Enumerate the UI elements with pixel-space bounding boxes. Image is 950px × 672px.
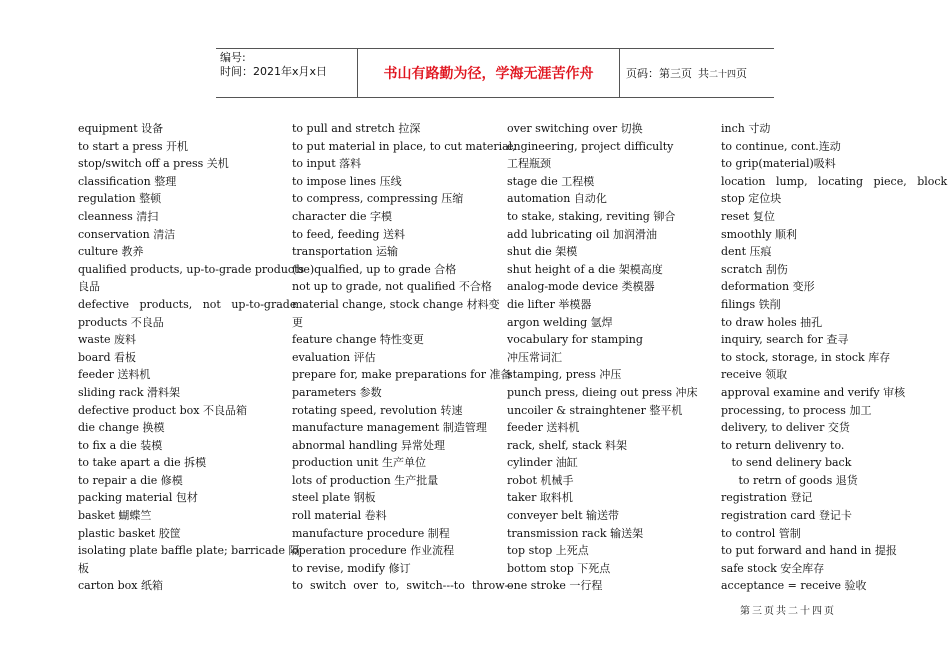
glossary-line: products 不良品: [78, 315, 164, 329]
glossary-line: to control 管制: [721, 526, 801, 540]
glossary-line: die change 换模: [78, 421, 165, 435]
glossary-line: to stake, staking, reviting 铆合: [507, 209, 676, 223]
glossary-line: to fix a die 装模: [78, 438, 163, 452]
glossary-line: top stop 上死点: [507, 544, 589, 558]
time-label: 时间：2021年x月x日: [220, 65, 328, 78]
glossary-line: material change, stock change 材料变: [292, 297, 500, 311]
glossary-line: not up to grade, not qualified 不合格: [292, 280, 492, 294]
page-footer: 第三页共二十四页: [740, 606, 836, 617]
glossary-line: acceptance = receive 验收: [721, 579, 867, 593]
glossary-line: (be)qualfied, up to grade 合格: [292, 262, 457, 276]
glossary-line: defective product box 不良品箱: [78, 403, 247, 417]
glossary-line: production unit 生产单位: [292, 456, 426, 470]
glossary-line: waste 废料: [78, 333, 137, 347]
glossary-line: to start a press 开机: [78, 139, 188, 153]
glossary-line: rack, shelf, stack 料架: [507, 438, 628, 452]
glossary-line: filings 铁削: [721, 297, 781, 311]
glossary-line: robot 机械手: [507, 473, 574, 487]
header-motto: 书山有路勤为径，学海无涯苦作舟: [358, 49, 620, 97]
glossary-line: receive 领取: [721, 368, 788, 382]
glossary-line: carton box 纸箱: [78, 579, 163, 593]
glossary-line: to retrn of goods 退货: [721, 473, 858, 487]
column-2: [292, 120, 516, 595]
glossary-line: uncoiler & strainghtener 整平机: [507, 403, 683, 417]
glossary-line: abnormal handling 异常处理: [292, 438, 445, 452]
glossary-line: steel plate 钢板: [292, 491, 376, 505]
glossary-line: cylinder 油缸: [507, 456, 578, 470]
glossary-line: prepare for, make preparations for 准备: [292, 368, 512, 382]
glossary-line: location lump, locating piece, block: [721, 174, 948, 188]
glossary-line: equipment 设备: [78, 122, 164, 135]
page-label: 页码：第三页: [626, 67, 692, 80]
glossary-line: conveyer belt 输送带: [507, 509, 620, 523]
glossary-line: feeder 送料机: [507, 421, 580, 435]
glossary-line: deformation 变形: [721, 280, 815, 294]
glossary-line: argon welding 氩焊: [507, 315, 613, 329]
glossary-line: feature change 特性变更: [292, 333, 424, 347]
glossary-line: 良品: [78, 280, 100, 294]
glossary-line: defective products, not up-to-grade: [78, 297, 297, 311]
glossary-line: approval examine and verify 审核: [721, 385, 906, 399]
glossary-line: shut die 架模: [507, 245, 578, 259]
glossary-line: to take apart a die 拆模: [78, 456, 207, 470]
glossary-line: processing, to process 加工: [721, 403, 872, 417]
glossary-line: die lifter 举模器: [507, 297, 592, 311]
glossary-line: to put forward and hand in 提报: [721, 544, 897, 558]
glossary-line: shut height of a die 架模高度: [507, 262, 663, 276]
glossary-line: roll material 卷料: [292, 509, 387, 523]
glossary-line: vocabulary for stamping: [507, 333, 643, 347]
glossary-line: analog-mode device 类模器: [507, 280, 655, 294]
glossary-line: registration card 登记卡: [721, 509, 852, 523]
glossary-line: to stock, storage, in stock 库存: [721, 350, 891, 364]
glossary-line: stamping, press 冲压: [507, 368, 622, 382]
glossary-line: to return delivenry to.: [721, 438, 845, 452]
glossary-line: character die 字模: [292, 209, 393, 223]
glossary-line: operation procedure 作业流程: [292, 544, 455, 558]
glossary-line: to repair a die 修模: [78, 473, 183, 487]
glossary-line: classification 整理: [78, 174, 177, 188]
glossary-line: to feed, feeding 送料: [292, 227, 405, 241]
glossary-line: scratch 刮伤: [721, 262, 788, 276]
glossary-line: manufacture procedure 制程: [292, 526, 450, 540]
glossary-line: automation 自动化: [507, 192, 607, 206]
column-1: [78, 120, 305, 595]
glossary-line: isolating plate baffle plate; barricade 隔: [78, 544, 300, 558]
glossary-line: registration 登记: [721, 491, 813, 505]
page-suffix: 页: [736, 67, 748, 80]
glossary-line: to put material in place, to cut material,: [292, 139, 516, 153]
header-info: [216, 49, 358, 97]
glossary-line: plastic basket 胶筐: [78, 526, 181, 540]
header-page: [620, 49, 774, 97]
glossary-line: to grip(material)吸料: [721, 157, 836, 171]
glossary-line: over switching over 切换: [507, 122, 643, 135]
glossary-line: punch press, dieing out press 冲床: [507, 385, 698, 399]
glossary-line: 工程瓶颈: [507, 157, 551, 171]
glossary-line: to continue, cont.连动: [721, 139, 841, 153]
glossary-line: reset 复位: [721, 209, 775, 223]
glossary-line: to send delinery back: [721, 456, 852, 470]
glossary-line: to input 落料: [292, 157, 362, 171]
glossary-line: bottom stop 下死点: [507, 561, 611, 575]
glossary-line: evaluation 评估: [292, 350, 376, 364]
page-header: [216, 48, 774, 98]
column-4: [721, 120, 948, 595]
glossary-line: stop 定位块: [721, 192, 782, 206]
glossary-line: one stroke 一行程: [507, 579, 603, 593]
glossary-line: transmission rack 输送架: [507, 526, 644, 540]
glossary-line: add lubricating oil 加润滑油: [507, 227, 657, 241]
glossary-line: safe stock 安全库存: [721, 561, 825, 575]
number-label: 编号:: [220, 51, 246, 64]
glossary-line: feeder 送料机: [78, 368, 151, 382]
glossary-line: to revise, modify 修订: [292, 561, 411, 575]
glossary-line: packing material 包材: [78, 491, 198, 505]
glossary-line: culture 教养: [78, 245, 144, 259]
glossary-line: stop/switch off a press 关机: [78, 157, 229, 171]
glossary-line: inch 寸动: [721, 122, 771, 135]
glossary-line: rotating speed, revolution 转速: [292, 403, 463, 417]
glossary-line: cleanness 清扫: [78, 209, 159, 223]
glossary-line: taker 取料机: [507, 491, 573, 505]
glossary-line: smoothly 顺利: [721, 227, 798, 241]
glossary-line: board 看板: [78, 350, 137, 364]
glossary-line: 更: [292, 315, 303, 329]
glossary-line: to compress, compressing 压缩: [292, 192, 464, 206]
glossary-line: parameters 参数: [292, 385, 382, 399]
glossary-line: 板: [78, 561, 89, 575]
glossary-line: to impose lines 压线: [292, 174, 402, 188]
glossary-line: to switch over to, switch---to throw--: [292, 579, 513, 593]
glossary-line: transportation 运输: [292, 245, 399, 259]
glossary-line: engineering, project difficulty: [507, 139, 674, 153]
glossary-line: to pull and stretch 拉深: [292, 122, 421, 135]
glossary-line: regulation 整顿: [78, 192, 162, 206]
glossary-line: basket 蝴蝶竺: [78, 509, 152, 523]
glossary-line: dent 压痕: [721, 245, 772, 259]
glossary-line: sliding rack 滑料架: [78, 385, 181, 399]
glossary-line: 冲压常词汇: [507, 350, 562, 364]
glossary-line: lots of production 生产批量: [292, 473, 439, 487]
page-total: 共: [698, 67, 709, 80]
glossary-line: qualified products, up-to-grade products: [78, 262, 305, 276]
glossary-line: inquiry, search for 查寻: [721, 333, 849, 347]
glossary-line: to draw holes 抽孔: [721, 315, 823, 329]
page-total-number: 二十四: [709, 69, 737, 80]
glossary-line: manufacture management 制造管理: [292, 421, 487, 435]
glossary-line: delivery, to deliver 交货: [721, 421, 850, 435]
glossary-line: stage die 工程模: [507, 174, 595, 188]
glossary-line: conservation 清洁: [78, 227, 176, 241]
column-3: [507, 120, 699, 595]
